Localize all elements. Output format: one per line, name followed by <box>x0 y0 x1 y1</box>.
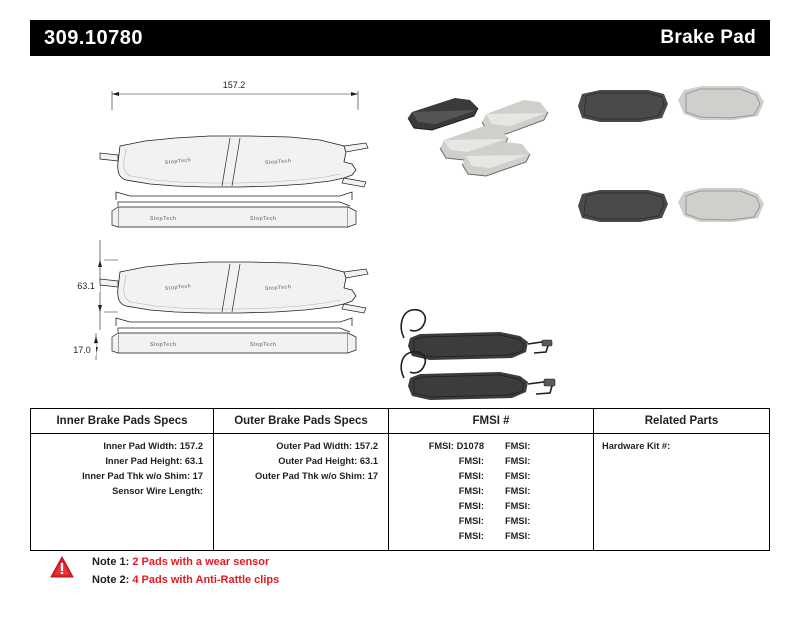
notes-section <box>30 548 770 598</box>
technical-drawing <box>0 60 800 400</box>
table-related-title: Related Parts <box>594 409 769 434</box>
table-row <box>389 469 593 484</box>
table-row <box>602 439 769 454</box>
pad-logo-text: StopTech <box>250 342 277 348</box>
fmsi-left-cell <box>389 529 491 544</box>
warning-triangle-icon <box>50 556 74 578</box>
photo-pad-set-angled <box>408 98 548 176</box>
table-fmsi <box>388 408 593 551</box>
fmsi-label: FMSI: <box>505 516 531 526</box>
fmsi-right-cell <box>491 499 593 514</box>
fmsi-left-cell <box>389 514 491 529</box>
spec-tables <box>30 408 770 551</box>
fmsi-label: FMSI: <box>458 471 484 481</box>
pad-logo-text: StopTech <box>164 283 192 292</box>
table-outer-brake-pads <box>213 408 388 551</box>
table-inner-title: Inner Brake Pads Specs <box>31 409 213 434</box>
photo-pad-set-flat <box>578 86 764 222</box>
fmsi-label: FMSI: <box>458 456 484 466</box>
dimension-width-value: 157.2 <box>222 80 246 90</box>
pad-logo-text: StopTech <box>264 284 292 292</box>
spec-value: 63.1 <box>359 456 378 466</box>
spec-label: Sensor Wire Length: <box>112 486 203 496</box>
table-outer-body <box>214 434 388 490</box>
fmsi-label: FMSI: <box>505 441 531 451</box>
table-row <box>389 529 593 544</box>
fmsi-value: D1078 <box>456 441 484 451</box>
spec-value: 17 <box>192 471 203 481</box>
table-row <box>214 454 388 469</box>
fmsi-right-cell <box>491 529 593 544</box>
anti-rattle-clip-bottom <box>112 318 356 353</box>
pad-logo-text: StopTech <box>264 158 292 166</box>
table-fmsi-title: FMSI # <box>389 409 593 434</box>
pad-outer-front-view <box>100 136 368 187</box>
table-row <box>31 454 213 469</box>
spec-label: Inner Pad Width: <box>103 441 178 451</box>
pad-logo-text: StopTech <box>150 342 177 348</box>
table-row <box>389 514 593 529</box>
fmsi-right-cell <box>491 454 593 469</box>
fmsi-label: FMSI: <box>505 456 531 466</box>
fmsi-right-cell <box>491 514 593 529</box>
photo-pad-with-wear-sensor <box>401 310 555 400</box>
document-kind-label: Brake Pad <box>660 27 756 48</box>
table-outer-title: Outer Brake Pads Specs <box>214 409 388 434</box>
table-row <box>389 439 593 454</box>
fmsi-label: FMSI: <box>458 531 484 541</box>
note-text: 4 Pads with Anti-Rattle clips <box>132 574 280 586</box>
note-label: Note 1: <box>92 556 130 568</box>
table-row <box>389 484 593 499</box>
note-line-2 <box>92 574 279 586</box>
spec-label: Inner Pad Height: <box>105 456 183 466</box>
fmsi-left-cell <box>389 439 491 454</box>
note-text: 2 Pads with a wear sensor <box>132 556 270 568</box>
fmsi-label: FMSI: <box>428 441 454 451</box>
fmsi-left-cell <box>389 469 491 484</box>
spec-value: 157.2 <box>179 441 203 451</box>
fmsi-right-cell <box>491 439 593 454</box>
pad-inner-front-view <box>100 262 368 313</box>
fmsi-label: FMSI: <box>505 501 531 511</box>
fmsi-left-cell <box>389 454 491 469</box>
table-row <box>31 469 213 484</box>
table-row <box>214 469 388 484</box>
drawing-canvas <box>0 60 800 400</box>
fmsi-label: FMSI: <box>505 486 531 496</box>
spec-label: Outer Pad Thk w/o Shim: <box>255 471 366 481</box>
fmsi-label: FMSI: <box>458 516 484 526</box>
dimension-thickness-value: 17.0 <box>73 345 91 355</box>
table-related-parts <box>593 408 770 551</box>
table-inner-body <box>31 434 213 505</box>
spec-value: 17 <box>367 471 378 481</box>
pad-logo-text: StopTech <box>250 216 277 222</box>
spec-value: 157.2 <box>354 441 378 451</box>
fmsi-left-cell <box>389 484 491 499</box>
table-fmsi-body <box>389 434 593 550</box>
anti-rattle-clip-top <box>112 192 356 227</box>
dimension-height-value: 63.1 <box>77 281 95 291</box>
fmsi-label: FMSI: <box>505 471 531 481</box>
pad-logo-text: StopTech <box>164 157 192 166</box>
table-row <box>31 439 213 454</box>
fmsi-right-cell <box>491 469 593 484</box>
table-inner-brake-pads <box>30 408 213 551</box>
dimension-width-top <box>112 78 358 110</box>
table-row <box>31 484 213 499</box>
table-row <box>389 454 593 469</box>
spec-label: Outer Pad Width: <box>276 441 353 451</box>
spec-value: 63.1 <box>184 456 203 466</box>
table-row <box>214 439 388 454</box>
part-number: 309.10780 <box>44 26 144 49</box>
fmsi-label: FMSI: <box>505 531 531 541</box>
fmsi-label: FMSI: <box>458 501 484 511</box>
related-label: Hardware Kit #: <box>602 441 671 451</box>
note-line-1 <box>92 556 269 568</box>
spec-label: Inner Pad Thk w/o Shim: <box>82 471 191 481</box>
note-label: Note 2: <box>92 574 130 586</box>
pad-logo-text: StopTech <box>150 216 177 222</box>
document-header <box>30 20 770 56</box>
dimension-thickness-bottom <box>68 333 98 360</box>
fmsi-label: FMSI: <box>458 486 484 496</box>
fmsi-right-cell <box>491 484 593 499</box>
table-related-body <box>594 434 769 460</box>
fmsi-left-cell <box>389 499 491 514</box>
spec-label: Outer Pad Height: <box>278 456 358 466</box>
table-row <box>389 499 593 514</box>
